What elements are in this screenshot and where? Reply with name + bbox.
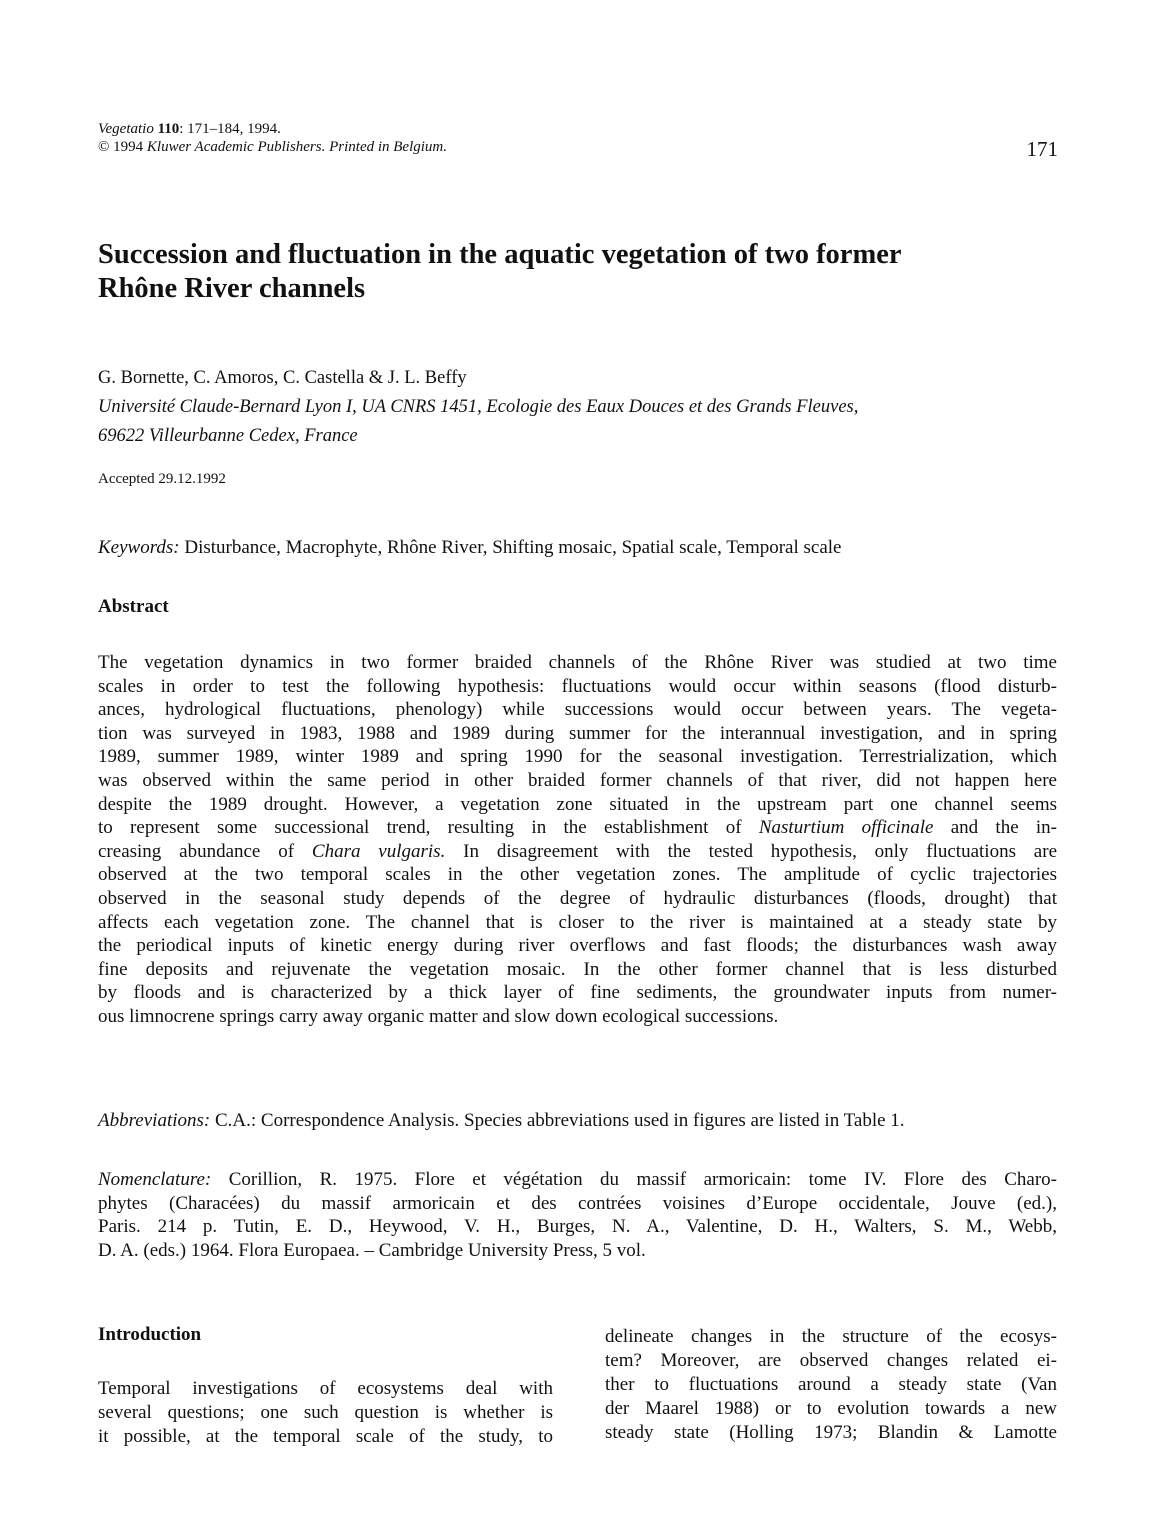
abbreviations-label: Abbreviations: — [98, 1110, 211, 1131]
abbreviations — [98, 1110, 905, 1132]
abstract-line: 1989, summer 1989, winter 1989 and spring 1990 for the seasonal investigation. Terrestrialization, which — [98, 746, 1057, 768]
abstract-body — [98, 651, 1057, 1029]
paper-title — [98, 238, 1058, 306]
abstract-line: despite the 1989 drought. However, a vegetation zone situated in the upstream part one channel seems — [98, 793, 1057, 815]
abstract-line: The vegetation dynamics in two former braided channels of the Rhône River was studied at two time — [98, 652, 1057, 673]
abstract-line: ous limnocrene springs carry away organic matter and slow down ecological successions. — [98, 1005, 779, 1027]
abstract-line: observed at the two temporal scales in the other vegetation zones. The amplitude of cyclic trajectories — [98, 864, 1057, 886]
abstract-line: by floods and is characterized by a thick layer of fine sediments, the groundwater inputs from numer- — [98, 982, 1057, 1004]
affiliation-line-1: Université Claude-Bernard Lyon I, UA CNRS 1451, Ecologie des Eaux Douces et des Grands Fleuves, — [98, 397, 859, 417]
nomenclature-text: Corillion, R. 1975. Flore et végétation du massif armoricain: tome IV. Flore des Charo- — [228, 1169, 1057, 1190]
publisher-line: Kluwer Academic Publishers. Printed in Belgium. — [146, 139, 448, 155]
affiliation-line-2: 69622 Villeurbanne Cedex, France — [98, 426, 358, 446]
species-name: Nasturtium officinale — [758, 817, 934, 839]
nomenclature-label: Nomenclature: — [98, 1169, 212, 1190]
title-line-2: Rhône River channels — [98, 273, 366, 304]
nomenclature — [98, 1168, 1057, 1262]
keywords — [98, 537, 841, 559]
accepted-date: Accepted 29.12.1992 — [98, 471, 226, 487]
abstract-text: and the in- — [950, 817, 1058, 839]
nomenclature-line — [98, 1168, 1057, 1192]
abstract-heading: Abstract — [98, 596, 169, 617]
intro-line: steady state (Holling 1973; Blandin & Lamotte — [605, 1422, 1057, 1443]
copyright-icon: © — [98, 139, 110, 155]
abbreviations-text: C.A.: Correspondence Analysis. Species abbreviations used in figures are listed in Table 1. — [214, 1110, 905, 1131]
keywords-label: Keywords: — [98, 537, 180, 558]
intro-line: several questions; one such question is whether is — [98, 1402, 553, 1423]
intro-line: Temporal investigations of ecosystems deal with — [98, 1378, 553, 1399]
abstract-line — [98, 816, 1057, 840]
abstract-line: fine deposits and rejuvenate the vegetation mosaic. In the other former channel that is less disturbed — [98, 958, 1057, 980]
intro-line: it possible, at the temporal scale of the study, to — [98, 1426, 553, 1447]
abstract-line: observed in the seasonal study depends of the degree of hydraulic disturbances (floods, drought) that — [98, 887, 1057, 909]
affiliation — [98, 393, 858, 451]
copyright-line — [98, 137, 1058, 161]
volume-number: 110 — [157, 121, 180, 137]
abstract-line: the periodical inputs of kinetic energy during river overflows and fast floods; the disturbances wash away — [98, 935, 1057, 957]
introduction-heading: Introduction — [98, 1324, 202, 1345]
nomenclature-line: phytes (Characées) du massif armoricain et des contrées voisines d’Europe occidentale, Jouve (ed.), — [98, 1192, 1057, 1214]
abstract-line: was observed within the same period in other braided former channels of that river, did not happen here — [98, 769, 1057, 791]
abstract-text: to represent some successional trend, resulting in the establishment of — [98, 817, 742, 839]
nomenclature-line: D. A. (eds.) 1964. Flora Europaea. – Cambridge University Press, 5 vol. — [98, 1239, 646, 1261]
citation-line — [98, 120, 1058, 138]
abstract-line: tion was surveyed in 1983, 1988 and 1989 during summer for the interannual investigation, and in spring — [98, 722, 1057, 744]
introduction-right-column — [605, 1325, 1057, 1445]
intro-line: delineate changes in the structure of the ecosys- — [605, 1326, 1057, 1347]
abstract-line: scales in order to test the following hypothesis: fluctuations would occur within seasons (flood disturb- — [98, 675, 1057, 697]
journal-name: Vegetatio — [98, 121, 154, 137]
page-number: 171 — [1026, 137, 1058, 161]
abstract-text: In disagreement with the tested hypothesis, only fluctuations are — [463, 840, 1058, 862]
copyright-year: 1994 — [113, 139, 144, 155]
species-name: Chara vulgaris. — [311, 840, 446, 862]
pages-year: : 171–184, 1994. — [179, 121, 281, 137]
keywords-text: Disturbance, Macrophyte, Rhône River, Shifting mosaic, Spatial scale, Temporal scale — [184, 537, 842, 558]
intro-line: tem? Moreover, are observed changes related ei- — [605, 1350, 1057, 1371]
abstract-line: affects each vegetation zone. The channel that is closer to the river is maintained at a steady state by — [98, 911, 1057, 933]
abstract-line: ances, hydrological fluctuations, phenology) while successions would occur between years. The vegeta- — [98, 699, 1057, 721]
abstract-text: creasing abundance of — [98, 840, 295, 862]
abstract-line — [98, 840, 1057, 864]
title-line-1: Succession and fluctuation in the aquatic vegetation of two former — [98, 239, 902, 270]
introduction-left-column — [98, 1377, 553, 1449]
author-list: G. Bornette, C. Amoros, C. Castella & J. L. Beffy — [98, 368, 467, 388]
intro-line: ther to fluctuations around a steady state (Van — [605, 1374, 1057, 1395]
journal-header — [98, 120, 1058, 161]
nomenclature-line: Paris. 214 p. Tutin, E. D., Heywood, V. H., Burges, N. A., Valentine, D. H., Walters, S. M., Webb, — [98, 1216, 1057, 1237]
intro-line: der Maarel 1988) or to evolution towards a new — [605, 1398, 1057, 1419]
